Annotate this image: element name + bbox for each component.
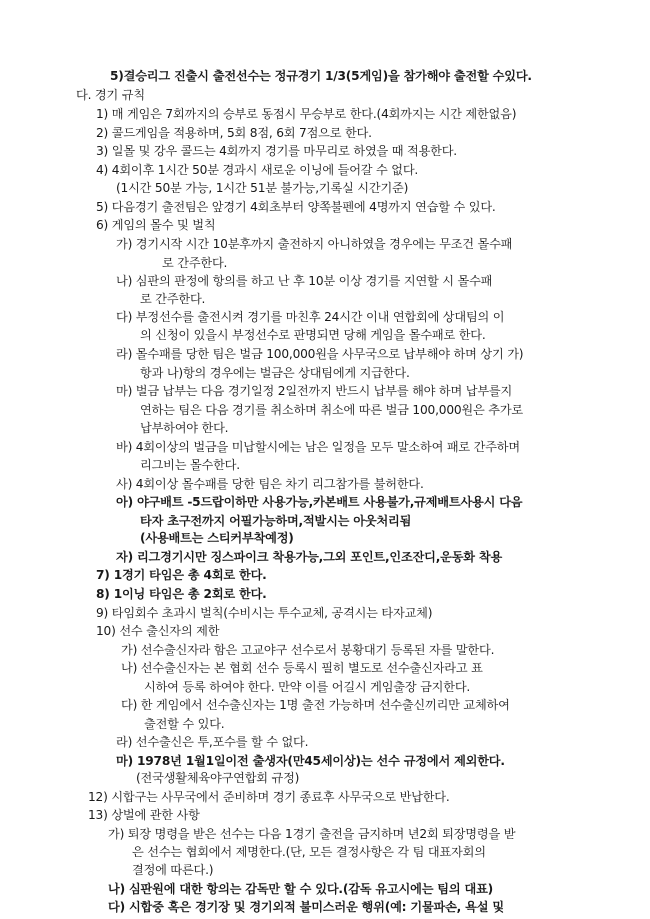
section-heading: 다. 경기 규칙: [76, 88, 145, 103]
sub-item: 나) 선수출신자는 본 협회 선수 등록시 필히 별도로 선수출신자라고 표: [121, 660, 483, 675]
sub-item: 라) 몰수패를 당한 팀은 벌금 100,000원을 사무국으로 납부해야 하며 상기 가): [116, 347, 524, 362]
rule-item: 1) 매 게임은 7회까지의 승부로 동점시 무승부로 한다.(4회까지는 시간 제한없음): [96, 107, 517, 122]
sub-item-continuation: 출전할 수 있다.: [144, 716, 225, 731]
rule-item: 5) 다음경기 출전팀은 앞경기 4회초부터 양쪽불펜에 4명까지 연습할 수 있다.: [96, 199, 496, 214]
sub-item: 아) 야구배트 -5드랍이하만 사용가능,카본배트 사용불가,규제배트사용시 다음: [116, 494, 523, 509]
rule-item: 8) 1이닝 타임은 총 2회로 한다.: [96, 587, 267, 602]
sub-item-continuation: 리그비는 몰수한다.: [140, 457, 240, 472]
sub-item: 자) 리그경기시만 징스파이크 착용가능,그외 포인트,인조잔디,운동화 착용: [116, 550, 503, 565]
sub-item: 가) 선수출신자라 함은 고교야구 선수로서 봉황대기 등록된 자를 말한다.: [121, 642, 495, 657]
sub-item-continuation: 결정에 따른다.): [132, 863, 214, 878]
rule-item: 2) 콜드게임을 적용하며, 5회 8점, 6회 7점으로 한다.: [96, 126, 372, 141]
sub-item: 나) 심판원에 대한 항의는 감독만 할 수 있다.(감독 유고시에는 팀의 대표): [108, 881, 494, 896]
rule-item: 3) 일몰 및 강우 콜드는 4회까지 경기를 마무리로 하였을 때 적용한다.: [96, 144, 457, 159]
sub-item: 다) 부정선수를 출전시켜 경기를 마친후 24시간 이내 연합회에 상대팀의 이: [116, 310, 505, 325]
rule-item: 6) 게임의 몰수 및 벌칙: [96, 217, 216, 232]
rule-item: 12) 시합구는 사무국에서 준비하며 경기 종료후 사무국으로 반납한다.: [88, 790, 450, 805]
sub-item-continuation: 시하여 등록 하여야 한다. 만약 이를 어길시 게임출장 금지한다.: [144, 679, 471, 694]
rule-item: 13) 상벌에 관한 사항: [88, 808, 200, 823]
sub-item-continuation: 의 신청이 있을시 부정선수로 판명되면 당해 게임을 몰수패로 한다.: [140, 328, 486, 343]
sub-item-continuation: 타자 초구전까지 어필가능하며,적발시는 아웃처리됨: [140, 513, 412, 528]
sub-item: 라) 선수출신은 투,포수를 할 수 없다.: [116, 734, 309, 749]
rule-item: 10) 선수 출신자의 제한: [96, 624, 220, 639]
sub-item-continuation: 로 간주한다.: [140, 291, 206, 306]
sub-item: 바) 4회이상의 벌금을 미납할시에는 남은 일정을 모두 말소하여 패로 간주하며: [116, 439, 520, 454]
rule-item-continuation: (1시간 50분 가능, 1시간 51분 불가능,기록실 시간기준): [116, 180, 409, 195]
rule-item: 7) 1경기 타임은 총 4회로 한다.: [96, 568, 267, 583]
sub-item-continuation: 은 선수는 협회에서 제명한다.(단, 모든 결정사항은 각 팀 대표자회의: [132, 845, 486, 860]
sub-item-continuation: (사용배트는 스티커부착예정): [140, 531, 294, 546]
sub-item-continuation: 항과 나)항의 경우에는 벌금은 상대팀에게 지급한다.: [140, 366, 410, 381]
sub-item: 다) 시합중 혹은 경기장 및 경기외적 불미스러운 행위(예: 기물파손, 욕설 및: [108, 899, 504, 914]
sub-item: 가) 경기시작 시간 10분후까지 출전하지 아니하였을 경우에는 무조건 몰수패: [116, 236, 513, 251]
sub-item: 마) 벌금 납부는 다음 경기일정 2일전까지 반드시 납부를 해야 하며 납부를지: [116, 384, 513, 399]
sub-item-continuation: (전국생활체육야구연합회 규정): [136, 771, 300, 786]
sub-item: 마) 1978년 1월1일이전 출생자(만45세이상)는 선수 규정에서 제외한다.: [116, 753, 505, 768]
sub-item: 나) 심판의 판정에 항의를 하고 난 후 10분 이상 경기를 지연할 시 몰수패: [116, 273, 493, 288]
rule-item: 9) 타임회수 초과시 벌칙(수비시는 투수교체, 공격시는 타자교체): [96, 606, 433, 621]
text-line: 5)결승리그 진출시 출전선수는 정규경기 1/3(5게임)을 참가해야 출전할 수있다.: [110, 68, 532, 83]
sub-item: 가) 퇴장 명령을 받은 선수는 다음 1경기 출전을 금지하며 년2회 퇴장명령을 받: [108, 827, 516, 842]
sub-item-continuation: 납부하여야 한다.: [140, 420, 229, 435]
sub-item: 사) 4회이상 몰수패를 당한 팀은 차기 리그참가를 불허한다.: [116, 476, 424, 491]
sub-item: 다) 한 게임에서 선수출신자는 1명 출전 가능하며 선수출신끼리만 교체하여: [121, 697, 510, 712]
rule-item: 4) 4회이후 1시간 50분 경과시 새로운 이닝에 들어갈 수 없다.: [96, 163, 419, 178]
sub-item-continuation: 로 간주한다.: [162, 255, 228, 270]
sub-item-continuation: 연하는 팀은 다음 경기를 취소하며 취소에 따른 벌금 100,000원은 추가로: [140, 403, 523, 417]
